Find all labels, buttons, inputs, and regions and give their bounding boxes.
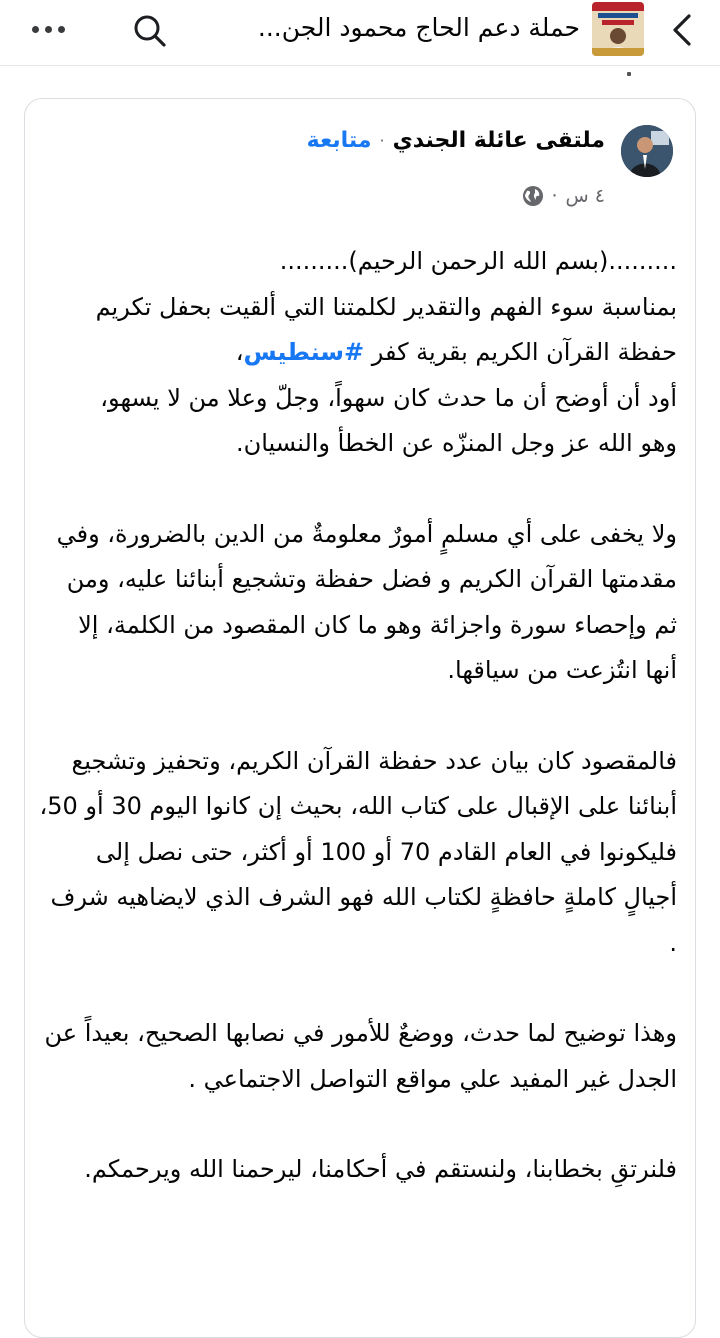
post-line: أود أن أوضح أن ما حدث كان سهواً، وجلّ وعلا من لا يسهو،: [100, 383, 677, 412]
post-line: بمناسبة سوء الفهم والتقدير لكلمتنا التي ألقيت بحفل تكريم: [95, 292, 677, 321]
header-separator: ·: [379, 131, 385, 150]
more-dot: [45, 26, 52, 33]
author-name[interactable]: ملتقى عائلة الجندي: [392, 128, 605, 153]
author-avatar-image: [621, 125, 673, 177]
post-line: وهو الله عز وجل المنزّه عن الخطأ والنسيان.: [235, 429, 677, 457]
post-line: .........(بسم الله الرحمن الرحيم).........: [279, 247, 677, 275]
post-paragraph-3: فالمقصود كان بيان عدد حفظة القرآن الكريم، وتحفيز وتشجيع أبنائنا على الإقبال على كتاب الله، بحيث إن كانوا اليوم 30 أو 50، فليكونوا في العام القادم 70 أو 100 أو أكثر، حتى نصل إلى أجيالٍ كاملةٍ حافظةٍ لكتاب الله فهو الشرف الذي لايضاهيه شرف .: [39, 746, 677, 957]
post-meta: [522, 185, 606, 207]
post-paragraph-5: فلنرتقِ بخطابنا، ولنستقم في أحكامنا، ليرحمنا الله ويرحمكم.: [84, 1155, 677, 1183]
chevron-left-icon: [671, 13, 693, 47]
more-options-button[interactable]: [20, 14, 76, 44]
post-paragraph-4: وهذا توضيح لما حدث، ووضعٌ للأمور في نصابها الصحيح، بعيداً عن الجدل غير المفيد علي مواقع التواصل الاجتماعي .: [44, 1019, 677, 1093]
post-card: [24, 98, 696, 1338]
post-paragraph-2: ولا يخفى على أي مسلمٍ أمورٌ معلومةٌ من الدين بالضرورة، وفي مقدمتها القرآن الكريم و فضل حفظة وتشجيع أبنائنا عليه، ومن ثم وإحصاء سورة واجزائة وهو ما كان المقصود من الكلمة، إلا أنها انتُزعت من سياقها.: [56, 519, 677, 684]
page-avatar[interactable]: [592, 2, 644, 56]
globe-icon: [522, 185, 544, 207]
meta-separator: ·: [551, 185, 558, 207]
search-button[interactable]: [128, 11, 172, 51]
post-line: حفظة القرآن الكريم بقرية كفر: [364, 338, 677, 366]
page-title[interactable]: حملة دعم الحاج محمود الجن...: [257, 13, 580, 42]
post-body: [39, 239, 677, 1238]
post-line-punct: ،: [235, 338, 244, 366]
post-paragraph-1: [39, 239, 677, 467]
previous-post-mark: [627, 72, 631, 76]
post-header: [307, 125, 605, 157]
top-bar: [0, 0, 720, 66]
author-avatar[interactable]: [621, 125, 673, 177]
follow-button[interactable]: متابعة: [306, 128, 372, 153]
more-dot: [58, 26, 65, 33]
more-dots-icon: [32, 26, 39, 33]
search-icon: [132, 13, 168, 49]
page-avatar-image: [592, 2, 644, 56]
previous-post-edge: [621, 58, 637, 80]
back-button[interactable]: [662, 8, 702, 52]
hashtag-link[interactable]: #سنطيس: [243, 338, 365, 366]
post-time[interactable]: ٤ س: [565, 185, 605, 207]
